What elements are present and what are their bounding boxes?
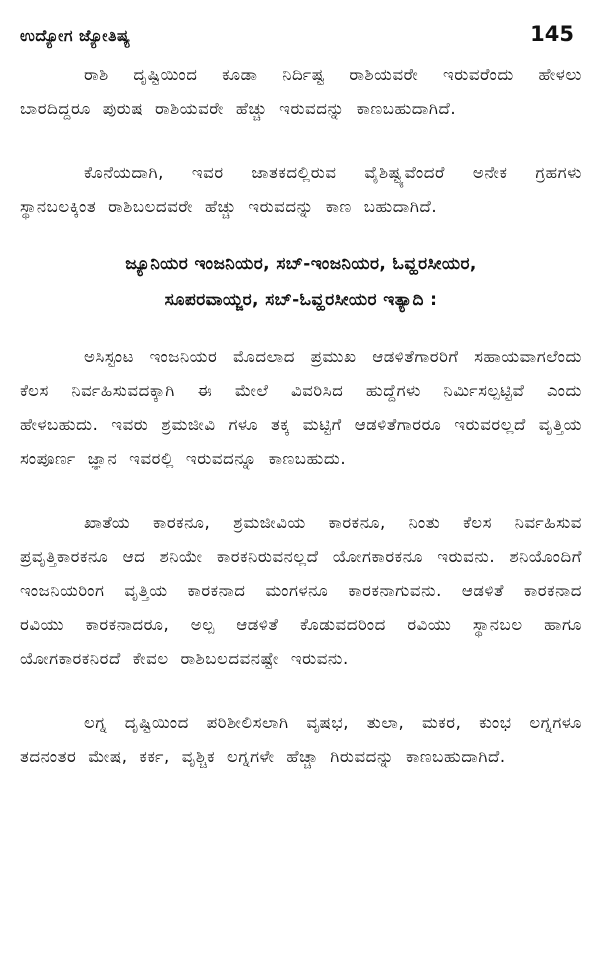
page-header <box>20 22 582 58</box>
running-title: ಉದ್ಯೋಗ ಜ್ಯೋತಿಷ್ಯ <box>20 26 131 45</box>
paragraph-2: ಕೊನೆಯದಾಗಿ, ಇವರ ಜಾತಕದಲ್ಲಿರುವ ವೈಶಿಷ್ಟ್ಯವೆಂದರೆ ಅನೇಕ ಗ್ರಹಗಳು ಸ್ಥಾನಬಲಕ್ಕಿಂತ ರಾಶಿಬಲದವರೇ ಹೆಚ್ಚು ಇರುವದನ್ನು ಕಾಣ ಬಹುದಾಗಿದೆ. <box>20 163 582 216</box>
paragraph-1: ರಾಶಿ ದೃಷ್ಟಿಯಿಂದ ಕೂಡಾ ನಿರ್ದಿಷ್ಟ ರಾಶಿಯವರೇ ಇರುವರೆಂದು ಹೇಳಲು ಬಾರದಿದ್ದರೂ ಪುರುಷ ರಾಶಿಯವರೇ ಹೆಚ್ಚು ಇರುವದನ್ನು ಕಾಣಬಹುದಾಗಿದೆ. <box>20 65 582 118</box>
page-number: 145 <box>530 22 574 46</box>
paragraph-3: ಅಸಿಸ್ಟಂಟ ಇಂಜನಿಯರ ಮೊದಲಾದ ಪ್ರಮುಖ ಆಡಳಿತೆಗಾರರಿಗೆ ಸಹಾಯವಾಗಲೆಂದು ಕೆಲಸ ನಿರ್ವಹಿಸುವದಕ್ಕಾಗಿ ಈ ಮೇಲೆ ವಿವರಿಸಿದ ಹುದ್ದೆಗಳು ನಿರ್ಮಿಸಲ್ಪಟ್ಟಿವೆ ಎಂದು ಹೇಳಬಹುದು. ಇವರು ಶ್ರಮಜೀವಿ ಗಳೂ ತಕ್ಕ ಮಟ್ಟಿಗೆ ಆಡಳಿತೆಗಾರರೂ ಇರುವರಲ್ಲದೆ ವೃತ್ತಿಯ ಸಂಪೂರ್ಣ ಜ್ಞಾನ ಇವರಲ್ಲಿ ಇರುವದನ್ನೂ ಕಾಣಬಹುದು. <box>20 347 582 468</box>
paragraph-5: ಲಗ್ನ ದೃಷ್ಟಿಯಿಂದ ಪರಿಶೀಲಿಸಲಾಗಿ ವೃಷಭ, ತುಲಾ, ಮಕರ, ಕುಂಭ ಲಗ್ನಗಳೂ ತದನಂತರ ಮೇಷ, ಕರ್ಕ, ವೃಶ್ಚಿಕ ಲಗ್ನಗಳೇ ಹೆಚ್ಚಾ ಗಿರುವದನ್ನು ಕಾಣಬಹುದಾಗಿದೆ. <box>20 713 582 766</box>
paragraph-4: ಖಾತೆಯ ಕಾರಕನೂ, ಶ್ರಮಜೀವಿಯ ಕಾರಕನೂ, ನಿಂತು ಕೆಲಸ ನಿರ್ವಹಿಸುವ ಪ್ರವೃತ್ತಿಕಾರಕನೂ ಆದ ಶನಿಯೇ ಕಾರಕನಿರುವನಲ್ಲದೆ ಯೋಗಕಾರಕನೂ ಇರುವನು. ಶನಿಯೊಂದಿಗೆ ಇಂಜನಿಯರಿಂಗ ವೃತ್ತಿಯ ಕಾರಕನಾದ ಮಂಗಳನೂ ಕಾರಕನಾಗುವನು. ಆಡಳಿತೆ ಕಾರಕನಾದ ರವಿಯು ಕಾರಕನಾದರೂ, ಅಲ್ಪ ಆಡಳಿತೆ ಕೊಡುವದರಿಂದ ರವಿಯು ಸ್ಥಾನಬಲ ಹಾಗೂ ಯೋಗಕಾರಕನಿರದೆ ಕೇವಲ ರಾಶಿಬಲದವನಷ್ಟೇ ಇರುವನು. <box>20 513 582 668</box>
section-heading-line-2: ಸೂಪರವಾಯ್ಜರ, ಸಬ್-ಓವ್ಹರಸೀಯರ ಇತ್ಯಾದಿ : <box>164 290 438 310</box>
section-heading-line-1: ಜ್ಯೂನಿಯರ ಇಂಜನಿಯರ, ಸಬ್-ಇಂಜನಿಯರ, ಓವ್ಹರಸೀಯರ, <box>125 254 477 274</box>
